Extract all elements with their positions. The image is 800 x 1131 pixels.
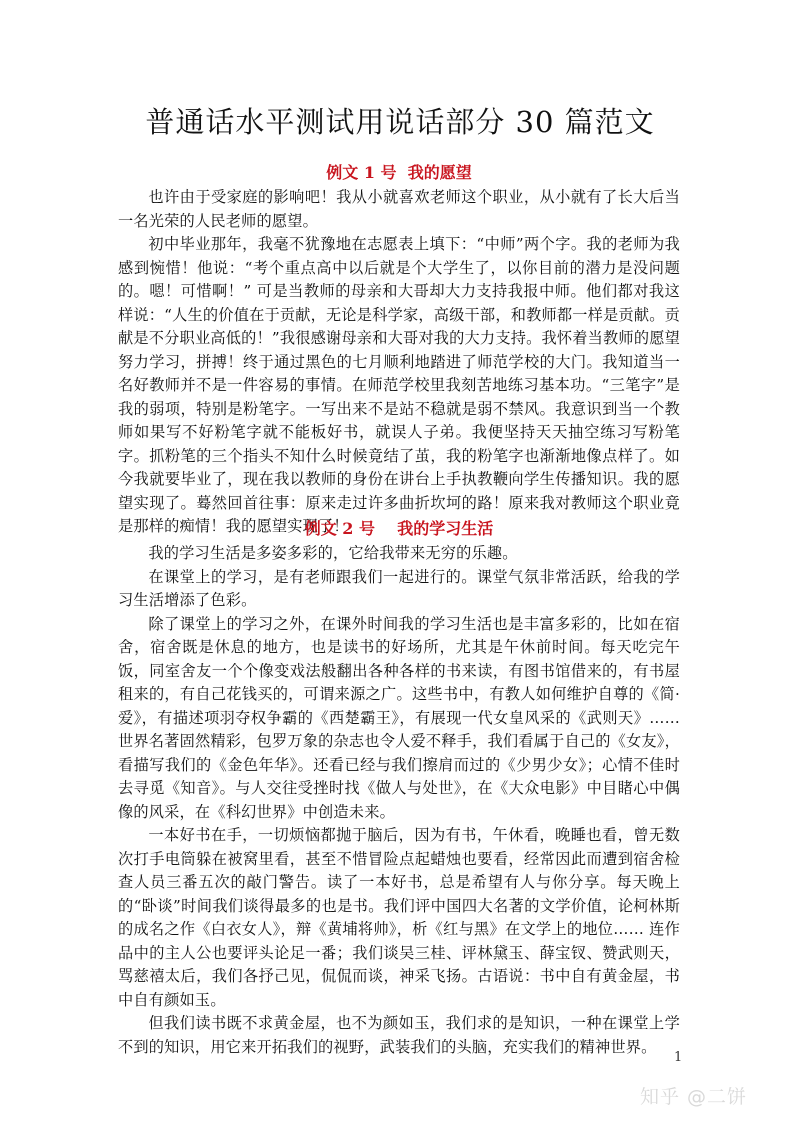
paragraph: 在课堂上的学习，是有老师跟我们一起进行的。课堂气氛非常活跃，给我的学习生活增添了色彩。 [118,567,680,609]
essay-heading-2: 例文 2 号 我的学习生活 [304,519,494,538]
paragraph: 也许由于受家庭的影响吧！我从小就喜欢老师这个职业，从小就有了长大后当一名光荣的人民老师的愿望。 [118,188,680,230]
page-number: 1 [674,1050,683,1065]
paragraph: 但我们读书既不求黄金屋，也不为颜如玉，我们求的是知识，一种在课堂上学不到的知识，用它来开拓我们的视野，武装我们的头脑，充实我们的精神世界。 [118,1014,680,1056]
essay-heading-1: 例文 1 号 我的愿望 [326,163,472,182]
essay-section-2 [118,518,680,1059]
document-title: 普通话水平测试用说话部分 30 篇范文 [145,105,655,139]
watermark: 知乎 @二饼 [640,1086,748,1108]
essay-section-1 [118,162,680,539]
paragraph: 初中毕业那年，我毫不犹豫地在志愿表上填下：“中师”两个字。我的老师为我感到惋惜！他说：“考个重点高中以后就是个大学生了，以你目前的潜力是没问题的。嗯！可惜啊！” 可是当教师的母亲和大哥却大力支持我报中师。他们都对我这样说：“人生的价值在于贡献，无论是科学家，高级干部，和教师都一样是贡献。贡献是不分职业高低的！”我很感谢母亲和大哥对我的大力支持。我怀着当教师的愿望努力学习，拼搏！终于通过黑色的七月顺利地踏进了师范学校的大门。我知道当一名好教师并不是一件容易的事情。在师范学校里我刻苦地练习基本功。“三笔字”是我的弱项，特别是粉笔字。一写出来不是站不稳就是弱不禁风。我意识到当一个教师如果写不好粉笔字就不能板好书，就误人子弟。我便坚持天天抽空练习写粉笔字。抓粉笔的三个指头不知什么时候竟结了茧，我的粉笔字也渐渐地像点样了。如今我就要毕业了，现在我以教师的身份在讲台上手执教鞭向学生传播知识。我的愿望实现了。蓦然回首往事：原来走过许多曲折坎坷的路！原来我对教师这个职业竟是那样的痴情！我的愿望实现了！ [118,235,680,535]
paragraph: 我的学习生活是多姿多彩的，它给我带来无穷的乐趣。 [148,544,518,562]
paragraph: 一本好书在手，一切烦恼都抛于脑后，因为有书，午休看，晚睡也看，曾无数次打手电筒躲在被窝里看，甚至不惜冒险点起蜡烛也要看，经常因此而遭到宿舍检查人员三番五次的敲门警告。读了一本好书，总是希望有人与你分享。每天晚上的“卧谈”时间我们谈得最多的也是书。我们评中国四大名著的文学价值，论柯林斯的成名之作《白衣女人》，辩《黄埔将帅》，析《红与黑》在文学上的地位…… 连作品中的主人公也要评头论足一番；我们谈吴三桂、评林黛玉、薛宝钗、赞武则天，骂慈禧太后，我们各抒己见，侃侃而谈，神采飞扬。古语说：书中自有黄金屋，书中自有颜如玉。 [118,826,680,1009]
paragraph: 除了课堂上的学习之外，在课外时间我的学习生活也是丰富多彩的，比如在宿舍，宿舍既是休息的地方，也是读书的好场所，尤其是午休前时间。每天吃完午饭，同室舍友一个个像变戏法般翻出各种各样的书来读，有图书馆借来的，有书屋租来的，有自己花钱买的，可谓来源之广。这些书中，有教人如何维护自尊的《简·爱》，有描述项羽夺权争霸的《西楚霸王》，有展现一代女皇风采的《武则天》……世界名著固然精彩，包罗万象的杂志也令人爱不释手，我们看属于自己的《女友》，看描写我们的《金色年华》。还看已经与我们擦肩而过的《少男少女》；心情不佳时去寻觅《知音》。与人交往受挫时找《做人与处世》，在《大众电影》中目睹心中偶像的风采，在《科幻世界》中创造未来。 [118,614,680,821]
